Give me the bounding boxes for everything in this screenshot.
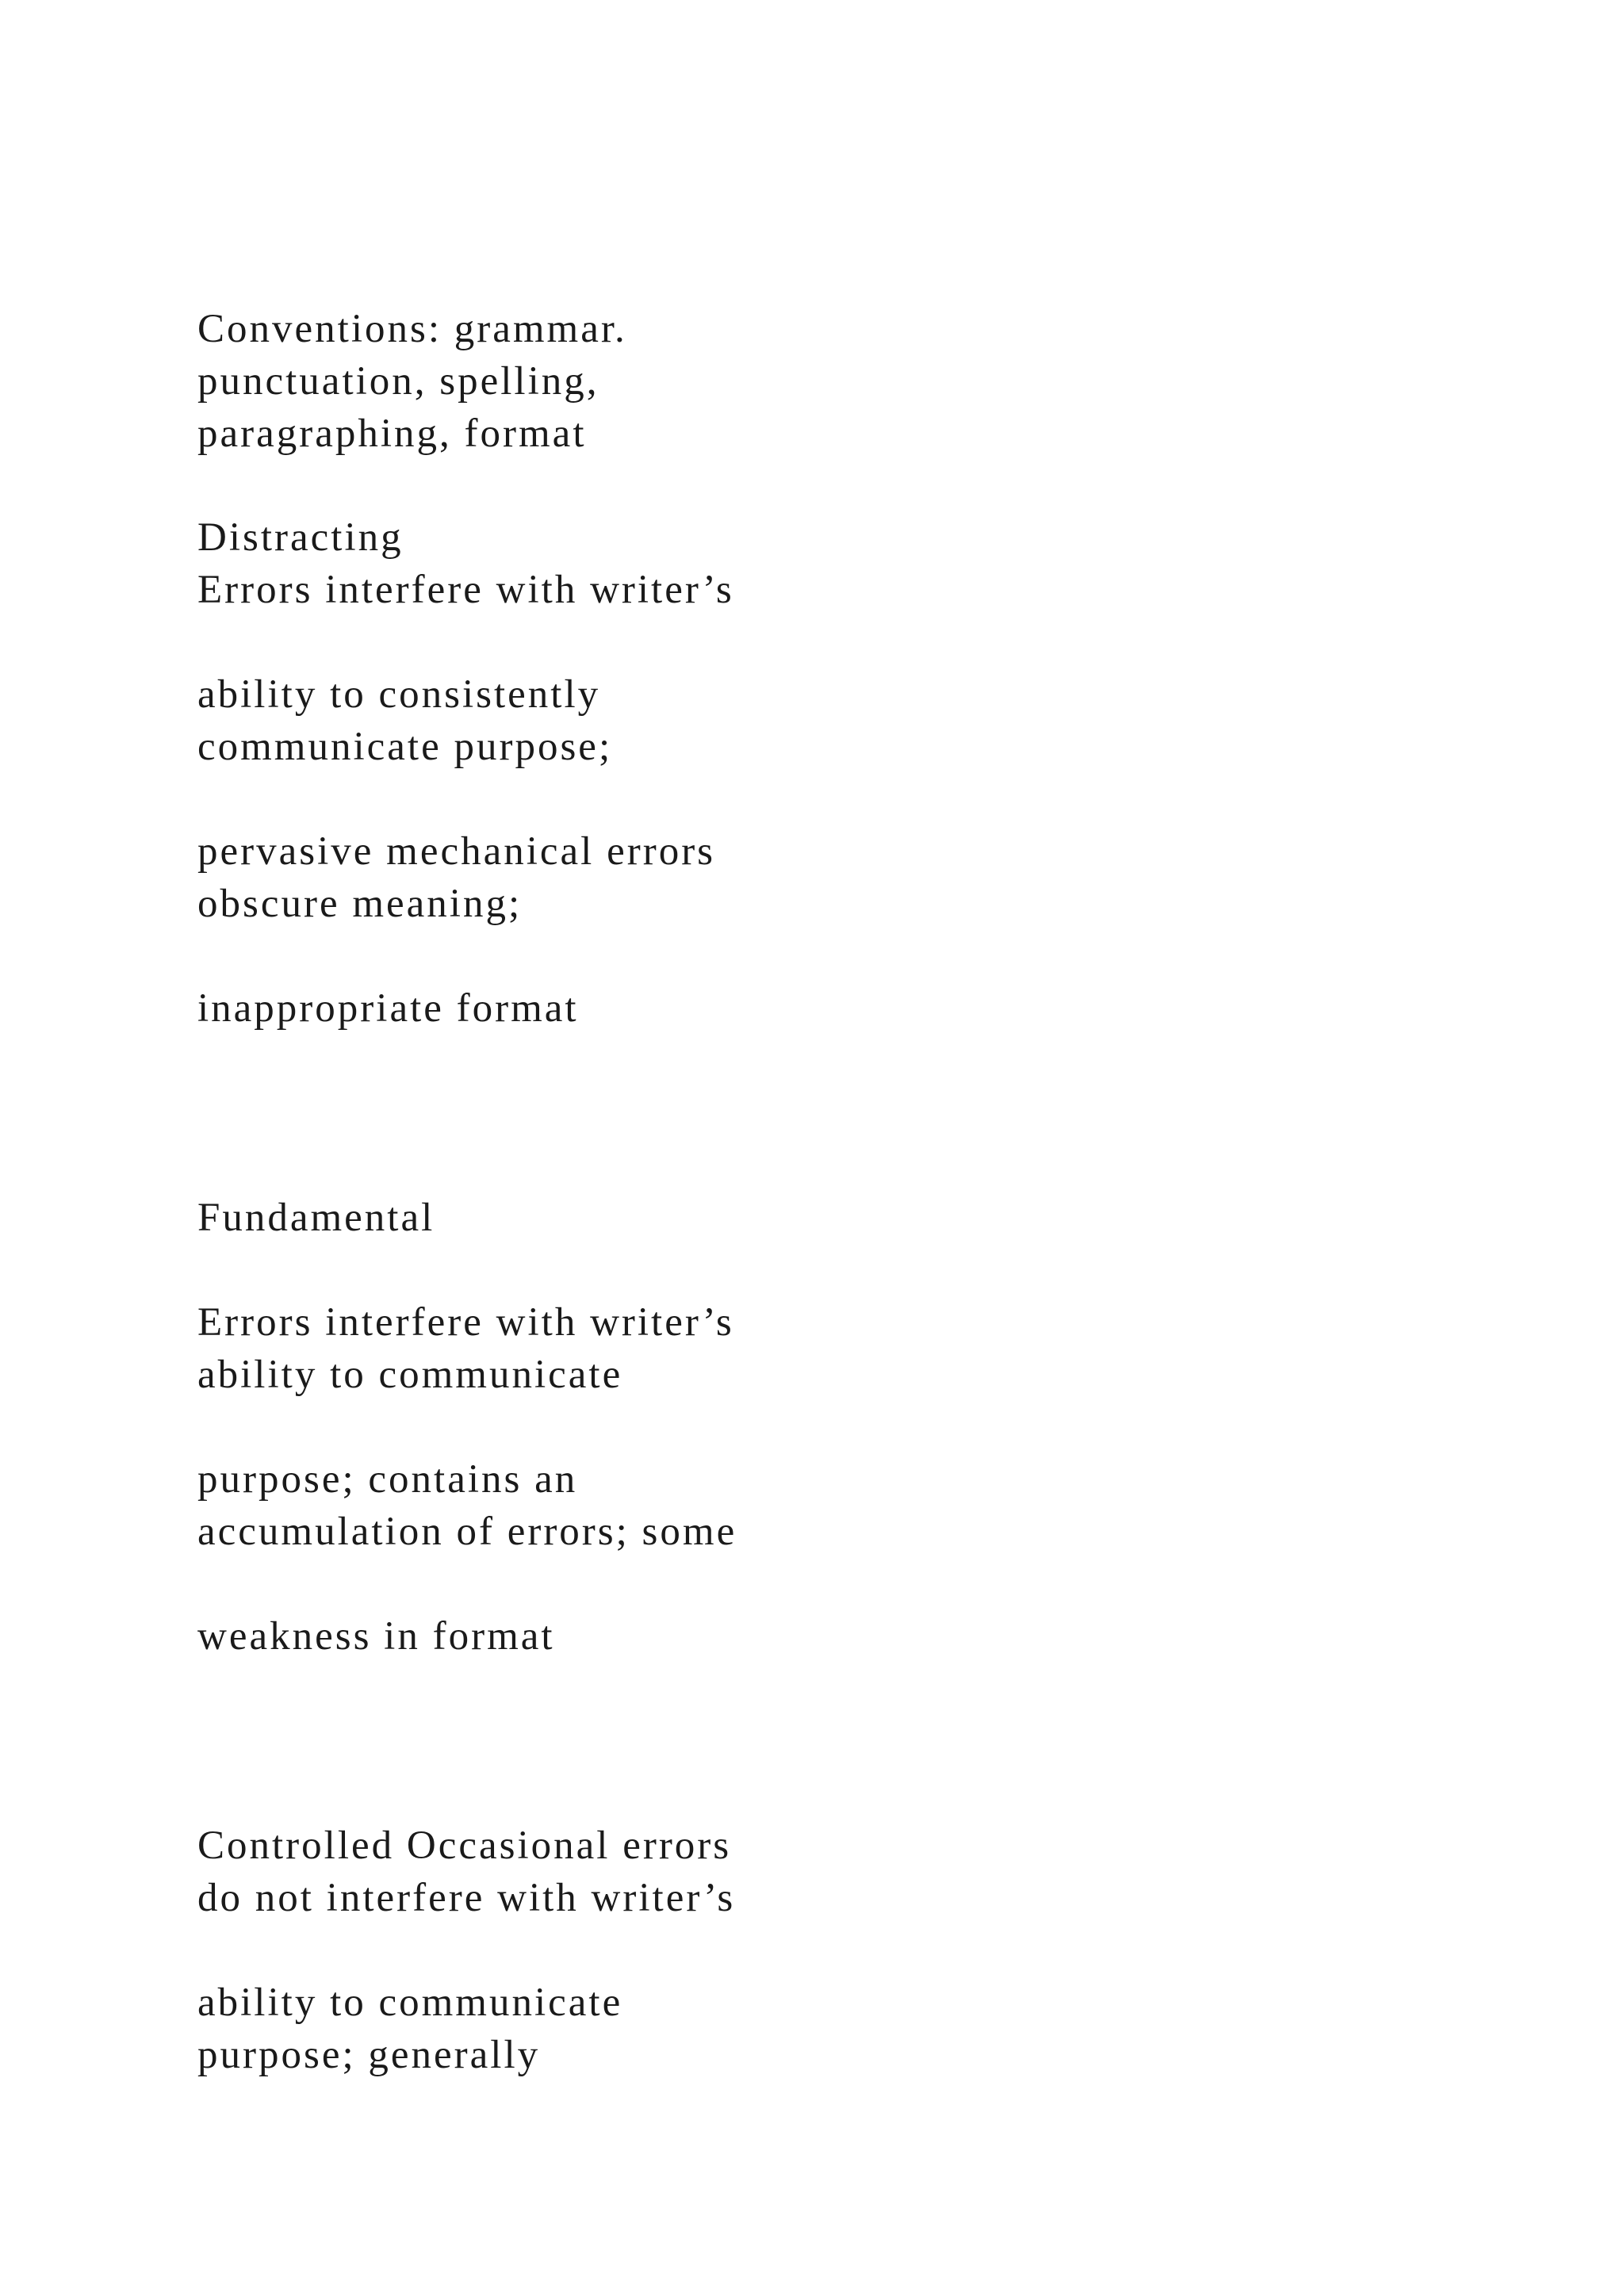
fundamental-text-line-5: weakness in format bbox=[197, 1614, 555, 1659]
fundamental-text-line-3: purpose; contains an bbox=[197, 1457, 578, 1502]
controlled-text-line-1: Controlled Occasional errors bbox=[197, 1823, 732, 1868]
fundamental-label: Fundamental bbox=[197, 1196, 435, 1240]
fundamental-text-line-2: ability to communicate bbox=[197, 1353, 623, 1397]
distracting-text-line-6: inappropriate format bbox=[197, 986, 579, 1031]
conventions-heading-line-2: punctuation, spelling, bbox=[197, 359, 599, 404]
distracting-label: Distracting bbox=[197, 515, 404, 560]
controlled-text-line-4: purpose; generally bbox=[197, 2033, 541, 2077]
distracting-text-line-5: obscure meaning; bbox=[197, 882, 523, 926]
conventions-heading-line-1: Conventions: grammar. bbox=[197, 307, 627, 351]
distracting-text-line-3: communicate purpose; bbox=[197, 725, 613, 769]
controlled-text-line-3: ability to communicate bbox=[197, 1980, 623, 2025]
fundamental-text-line-4: accumulation of errors; some bbox=[197, 1510, 737, 1554]
distracting-text-line-4: pervasive mechanical errors bbox=[197, 829, 716, 874]
controlled-text-line-2: do not interfere with writer’s bbox=[197, 1876, 736, 1920]
distracting-text-line-2: ability to consistently bbox=[197, 672, 601, 717]
conventions-heading-line-3: paragraphing, format bbox=[197, 411, 587, 456]
fundamental-text-line-1: Errors interfere with writer’s bbox=[197, 1300, 734, 1345]
distracting-text-line-1: Errors interfere with writer’s bbox=[197, 568, 734, 612]
